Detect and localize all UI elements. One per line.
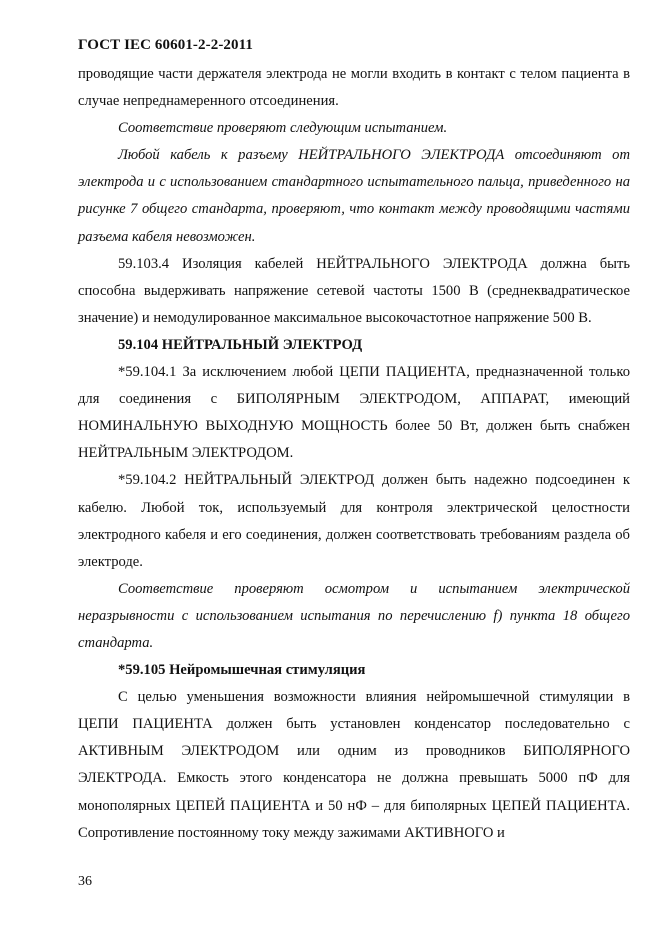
paragraph-59-104-2: *59.104.2 НЕЙТРАЛЬНЫЙ ЭЛЕКТРОД должен быть надежно подсоединен к кабелю. Любой ток, используемый для контроля электрической целостности электродного кабеля и его соединения, должен соответствовать требованиям раздела об электроде.: [78, 472, 630, 570]
section-heading-59-105: *59.105 Нейромышечная стимуляция: [118, 662, 366, 679]
paragraph-test-procedure: Любой кабель к разъему НЕЙТРАЛЬНОГО ЭЛЕКТРОДА отсоединяют от электрода и с использованием стандартного испытательного пальца, приведенного на рисунке 7 общего стандарта, проверяют, что контакт между проводящими частями разъема кабеля невозможен.: [78, 147, 630, 245]
paragraph-59-104-1: *59.104.1 За исключением любой ЦЕПИ ПАЦИЕНТА, предназначенной только для соединения с БИПОЛЯРНЫМ ЭЛЕКТРОДОМ, АППАРАТ, имеющий НОМИНАЛЬНУЮ ВЫХОДНУЮ МОЩНОСТЬ более 50 Вт, должен быть снабжен НЕЙТРАЛЬНЫМ ЭЛЕКТРОДОМ.: [78, 364, 630, 462]
paragraph-neuromuscular-stimulation: С целью уменьшения возможности влияния нейромышечной стимуляции в ЦЕПИ ПАЦИЕНТА должен быть установлен конденсатор последовательно с АКТИВНЫМ ЭЛЕКТРОДОМ или одним из проводников БИПОЛЯРНОГО ЭЛЕКТРОДА. Емкость этого конденсатора не должна превышать 5000 пФ для монополярных ЦЕПЕЙ ПАЦИЕНТА и 50 нФ – для биполярных ЦЕПЕЙ ПАЦИЕНТА. Сопротивление постоянному току между зажимами АКТИВНОГО и: [78, 689, 630, 841]
paragraph-compliance-inspection: Соответствие проверяют осмотром и испытанием электрической неразрывности с использованием испытания по перечислению f) пункта 18 общего стандарта.: [78, 580, 630, 651]
section-heading-59-104: 59.104 НЕЙТРАЛЬНЫЙ ЭЛЕКТРОД: [118, 336, 363, 353]
page-body: [78, 61, 630, 847]
paragraph-59-103-4: 59.103.4 Изоляция кабелей НЕЙТРАЛЬНОГО ЭЛЕКТРОДА должна быть способна выдерживать напряжение сетевой частоты 1500 В (среднеквадратическое значение) и немодулированное максимальное высокочастотное напряжение 500 В.: [78, 255, 630, 326]
page-number: 36: [78, 874, 92, 889]
paragraph-continuation: проводящие части держателя электрода не могли входить в контакт с телом пациента в случае непреднамеренного отсоединения.: [78, 66, 630, 110]
page-header-standard-id: ГОСТ IEC 60601-2-2-2011: [78, 37, 253, 53]
paragraph-compliance-intro: Соответствие проверяют следующим испытанием.: [118, 120, 448, 137]
